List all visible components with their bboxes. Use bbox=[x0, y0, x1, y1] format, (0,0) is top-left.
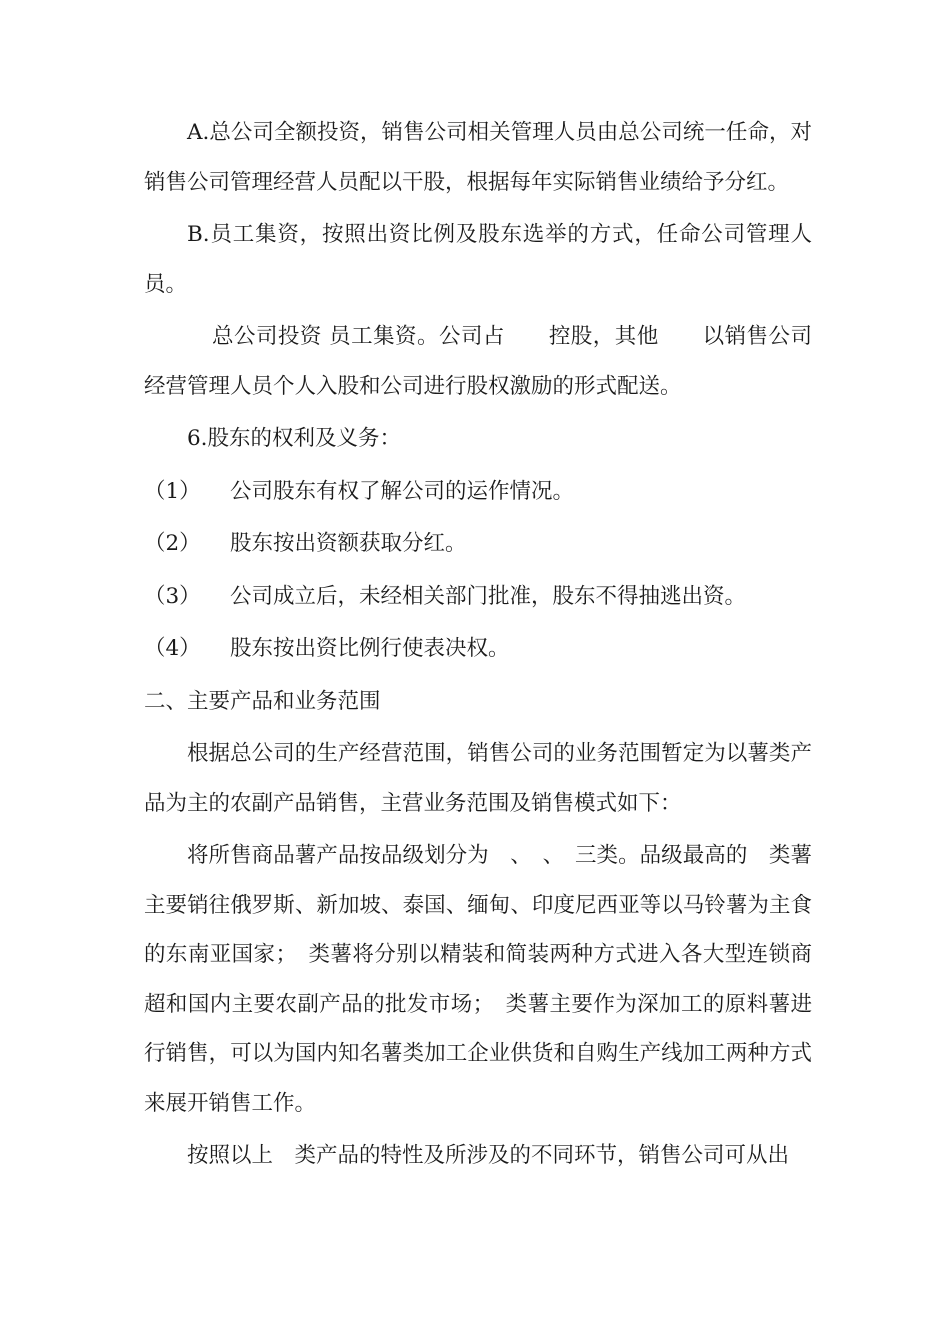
list-item-number: （3） bbox=[144, 583, 201, 609]
list-item-text: 股东按出资额获取分红。 bbox=[230, 531, 467, 556]
paragraph-business-scope: 根据总公司的生产经营范围，销售公司的业务范围暂定为以薯类产品为主的农副产品销售，主营业务范围及销售模式如下： bbox=[144, 741, 812, 816]
list-item-number: （2） bbox=[144, 531, 201, 556]
paragraph-option-b: B.员工集资，按照出资比例及股东选举的方式，任命公司管理人员。 bbox=[144, 222, 812, 297]
paragraph-option-a: A.总公司全额投资，销售公司相关管理人员由总公司统一任命，对销售公司管理经营人员配以干股，根据每年实际销售业绩给予分红。 bbox=[144, 120, 812, 195]
list-item bbox=[144, 624, 812, 674]
paragraph-sales-channels: 按照以上 类产品的特性及所涉及的不同环节，销售公司可从出 bbox=[187, 1143, 790, 1168]
list-item-number: （1） bbox=[144, 478, 201, 504]
list-item bbox=[144, 467, 812, 517]
list-item-text: 股东按出资比例行使表决权。 bbox=[230, 636, 510, 661]
section-heading: 二、主要产品和业务范围 bbox=[144, 688, 381, 714]
list-item-text: 公司股东有权了解公司的运作情况。 bbox=[230, 478, 575, 504]
paragraph-shareholder-rights-title: 6.股东的权利及义务： bbox=[187, 426, 402, 451]
paragraph-product-grades: 将所售商品薯产品按品级划分为 、 、 三类。品级最高的 类薯主要销往俄罗斯、新加坡、泰国、缅甸、印度尼西亚等以马铃薯为主食的东南亚国家； 类薯将分别以精装和简装两种方式进入各大型连锁商超和国内主要农副产品的批发市场； 类薯主要作为深加工的原料薯进行销售，可以为国内知名薯类加工企业供货和自购生产线加工两种方式来展开销售工作。 bbox=[144, 843, 812, 1116]
list-item bbox=[144, 572, 812, 622]
paragraph-option-c: 总公司投资 员工集资。公司占 控股，其他 以销售公司经营管理人员个人入股和公司进行股权激励的形式配送。 bbox=[144, 324, 812, 399]
list-item-number: （4） bbox=[144, 636, 201, 661]
list-item bbox=[144, 519, 812, 569]
document-body bbox=[144, 108, 812, 1184]
list-item-text: 公司成立后，未经相关部门批准，股东不得抽逃出资。 bbox=[230, 583, 747, 609]
